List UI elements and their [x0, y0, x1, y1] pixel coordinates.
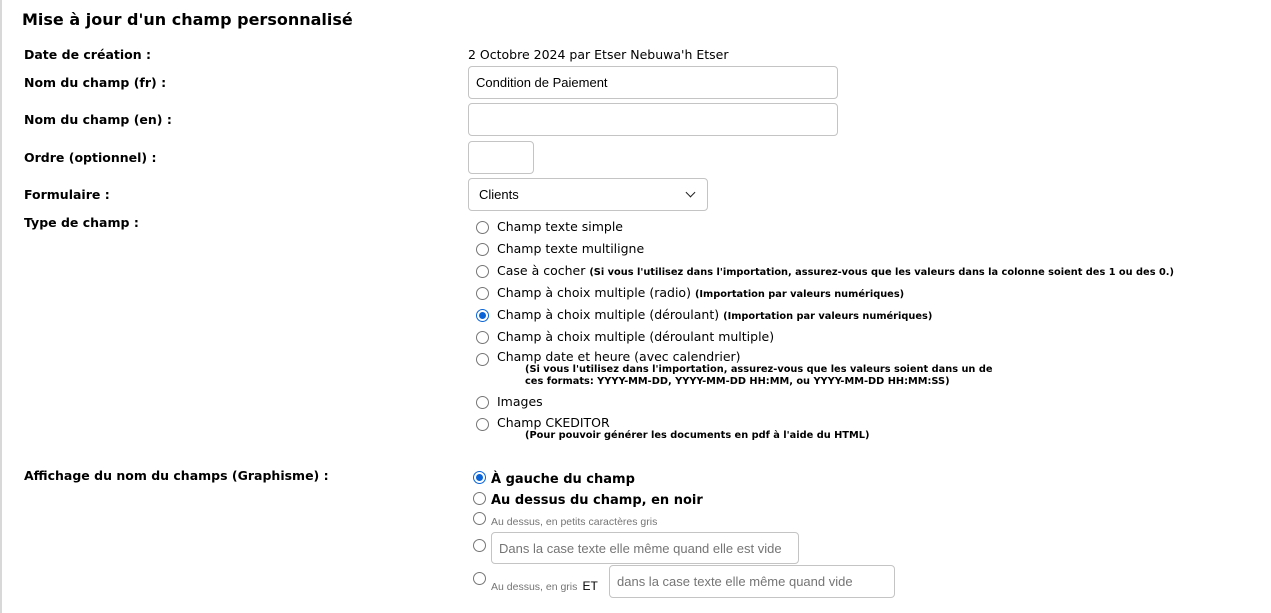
name-en-label: Nom du champ (en) : [24, 112, 172, 127]
radio-type-multiline-text[interactable] [476, 243, 489, 256]
order-input[interactable] [468, 141, 534, 174]
chevron-down-icon [686, 188, 696, 198]
left-edge-divider [0, 0, 2, 613]
form-select-value: Clients [479, 187, 519, 202]
date-label: Date de création : [24, 47, 151, 62]
type-option-note: (Importation par valeurs numériques) [694, 289, 905, 300]
order-label: Ordre (optionnel) : [24, 150, 157, 165]
form-select[interactable] [468, 178, 708, 211]
type-option-note: (Si vous l'utilisez dans l'importation, assurez-vous que les valeurs dans la colonne soient des 1 ou des 0.) [589, 267, 1174, 278]
radio-display-inside[interactable] [473, 539, 486, 552]
radio-type-multiple-radio[interactable] [476, 287, 489, 300]
type-option-note: (Pour pouvoir générer les documents en pdf à l'aide du HTML) [525, 430, 870, 441]
radio-display-left[interactable] [473, 471, 486, 484]
type-option-label: Case à cocher (Si vous l'utilisez dans l'importation, assurez-vous que les valeurs dans la colonne soient des 1 ou des 0.) [497, 263, 1174, 278]
radio-type-checkbox[interactable] [476, 265, 489, 278]
page-title: Mise à jour d'un champ personnalisé [22, 10, 353, 29]
radio-display-above-small-gray[interactable] [473, 512, 486, 525]
display-option-left: À gauche du champ [491, 472, 635, 487]
radio-type-ckeditor[interactable] [476, 418, 489, 431]
radio-display-above-gray-and-inside[interactable] [473, 572, 486, 585]
type-option-label: Champ date et heure (avec calendrier) [497, 349, 741, 364]
type-option-note: (Importation par valeurs numériques) [723, 311, 933, 322]
type-option-label: Champ texte simple [497, 219, 623, 234]
name-fr-label: Nom du champ (fr) : [24, 75, 167, 90]
display-option-above-gray: Au dessus, en gris ET [491, 579, 598, 593]
display-above-gray-input[interactable] [609, 565, 895, 598]
name-fr-input[interactable] [468, 66, 838, 99]
name-en-input[interactable] [468, 103, 838, 136]
radio-type-multiple-dropdown-multi[interactable] [476, 331, 489, 344]
type-option-label: Champ à choix multiple (déroulant) (Importation par valeurs numériques) [497, 307, 933, 322]
display-option-above-black: Au dessus du champ, en noir [491, 493, 703, 508]
date-value: 2 Octobre 2024 par Etser Nebuwa'h Etser [468, 47, 729, 62]
display-label: Affichage du nom du champs (Graphisme) : [24, 468, 329, 483]
display-option-above-small-gray: Au dessus, en petits caractères gris [491, 516, 658, 528]
radio-type-simple-text[interactable] [476, 221, 489, 234]
radio-display-above-black[interactable] [473, 492, 486, 505]
radio-type-multiple-dropdown[interactable] [476, 309, 489, 322]
type-option-label: Champ CKEDITOR [497, 415, 610, 430]
type-label: Type de champ : [24, 215, 139, 230]
form-label: Formulaire : [24, 187, 110, 202]
display-inside-input[interactable] [491, 532, 799, 564]
radio-type-datetime[interactable] [476, 353, 489, 366]
type-option-label: Images [497, 394, 543, 409]
radio-type-images[interactable] [476, 396, 489, 409]
type-option-label: Champ à choix multiple (déroulant multiple) [497, 329, 775, 344]
type-option-note: (Si vous l'utilisez dans l'importation, assurez-vous que les valeurs soient dans un de ces formats: YYYY-MM-DD, YYYY-MM-DD HH:MM, ou YYYY-MM-DD HH:MM:SS) [525, 364, 993, 387]
type-option-label: Champ texte multiligne [497, 241, 645, 256]
type-option-label: Champ à choix multiple (radio) (Importation par valeurs numériques) [497, 285, 905, 300]
